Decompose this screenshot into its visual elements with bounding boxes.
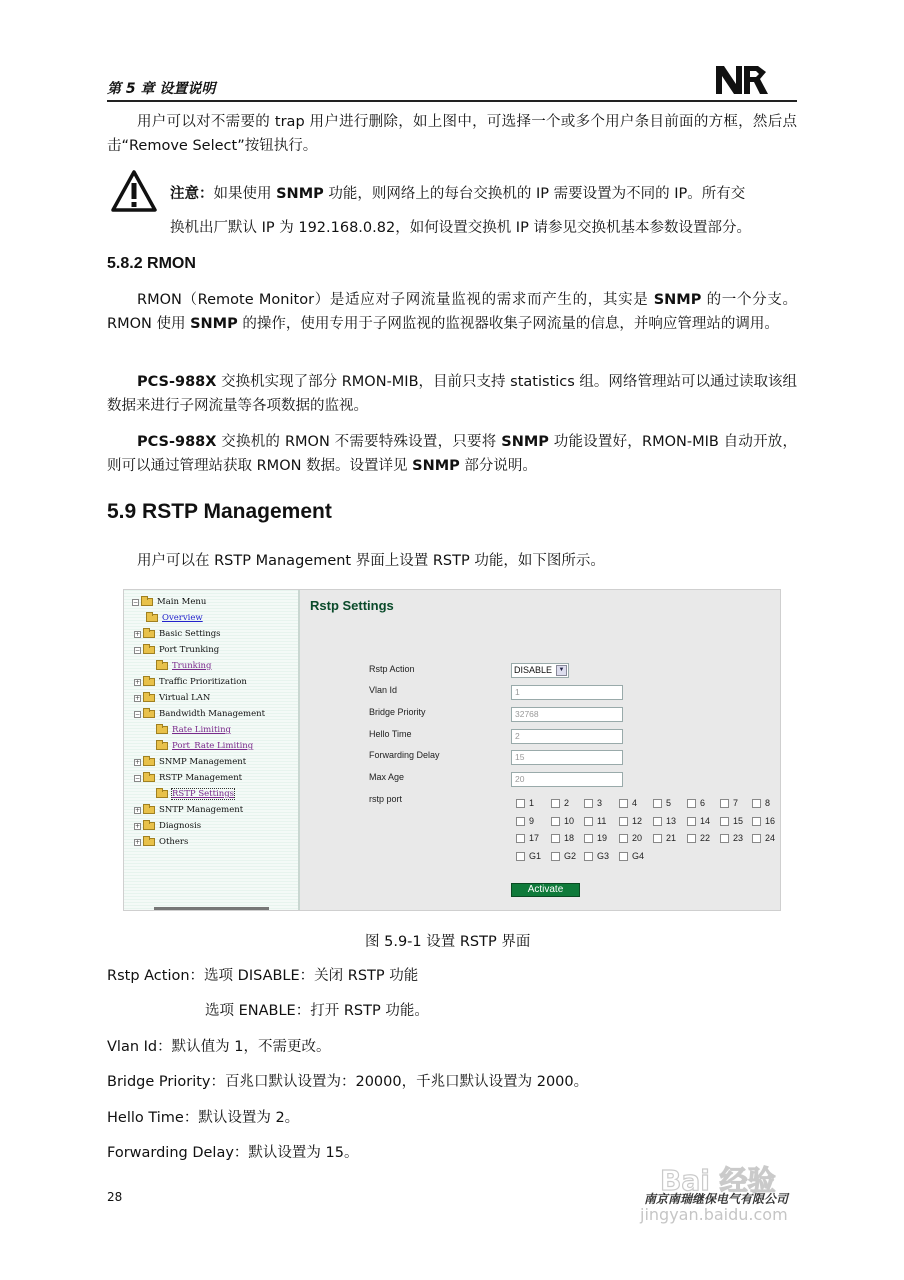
note-bold: SNMP xyxy=(276,186,324,202)
port-label: 2 xyxy=(564,798,570,808)
port-checkbox-12[interactable] xyxy=(619,816,642,826)
text: RMON（Remote Monitor）是适应对子网流量监视的需求而产生的，其实是 xyxy=(137,292,654,308)
tree-label: Diagnosis xyxy=(159,821,202,831)
tree-bandwidth-management[interactable] xyxy=(134,708,265,720)
tree-port-rate-limiting[interactable] xyxy=(156,740,253,752)
rstp-settings-panel xyxy=(302,590,780,910)
text: 交换机的 RMON 不需要特殊设置，只要将 xyxy=(216,434,502,450)
checkbox[interactable] xyxy=(720,817,729,826)
port-label: 17 xyxy=(529,833,540,843)
port-checkbox-2[interactable] xyxy=(551,798,569,808)
text: 交换机实现了部分 RMON-MIB，目前只支持 statistics 组。网络管理站可以通过读取该组数据来进行子网流量等各项数据的监视。 xyxy=(107,374,797,414)
text: 部分说明。 xyxy=(459,458,537,474)
tree-label: Others xyxy=(159,837,189,847)
checkbox[interactable] xyxy=(653,834,662,843)
tree-rstp-management[interactable] xyxy=(134,772,242,784)
desc-rstp-action: Rstp Action：选项 DISABLE：关闭 RSTP 功能 xyxy=(107,968,419,984)
port-label: 18 xyxy=(564,833,575,843)
minus-icon: − xyxy=(135,710,141,718)
tree-label: SNTP Management xyxy=(159,805,244,815)
chevron-down-icon: ▼ xyxy=(556,665,567,676)
port-label: 12 xyxy=(632,816,643,826)
port-checkbox-3[interactable] xyxy=(584,798,602,808)
port-checkbox-24[interactable] xyxy=(752,833,775,843)
checkbox[interactable] xyxy=(551,817,560,826)
port-checkbox-11[interactable] xyxy=(584,816,606,826)
port-label: 8 xyxy=(765,798,771,808)
port-checkbox-22[interactable] xyxy=(687,833,710,843)
tree-label: RSTP Management xyxy=(159,773,243,783)
port-label: 13 xyxy=(666,816,677,826)
port-label: 20 xyxy=(632,833,643,843)
checkbox[interactable] xyxy=(752,817,761,826)
port-label: 10 xyxy=(564,816,575,826)
minus-icon: − xyxy=(133,598,139,606)
checkbox[interactable] xyxy=(551,852,560,861)
port-label: 4 xyxy=(632,798,638,808)
port-checkbox-16[interactable] xyxy=(752,816,775,826)
folder-icon xyxy=(156,790,168,798)
checkbox[interactable] xyxy=(752,799,761,808)
text: 功能设置好，RMON-MIB 自动开放，则可以通过管理站获取 RMON 数据。设置详见 xyxy=(107,434,798,474)
port-label: G1 xyxy=(529,851,542,861)
desc-bridge-priority: Bridge Priority：百兆口默认设置为：20000，千兆口默认设置为 2000。 xyxy=(107,1074,589,1090)
checkbox[interactable] xyxy=(653,799,662,808)
port-checkbox-4[interactable] xyxy=(619,798,637,808)
folder-icon xyxy=(143,822,155,830)
horizontal-scrollbar[interactable] xyxy=(154,907,269,910)
checkbox[interactable] xyxy=(516,834,525,843)
nr-logo xyxy=(714,62,770,96)
checkbox[interactable] xyxy=(720,799,729,808)
section-heading-rstp: 5.9 RSTP Management xyxy=(107,500,332,523)
checkbox[interactable] xyxy=(584,817,593,826)
tree-link[interactable]: Trunking xyxy=(172,661,212,671)
folder-icon xyxy=(146,614,158,622)
text: PCS-988X xyxy=(137,374,217,390)
baidu-jingyan-watermark xyxy=(660,1160,850,1200)
section-heading-rmon: 5.8.2 RMON xyxy=(107,255,196,272)
port-checkbox-20[interactable] xyxy=(619,833,642,843)
port-checkbox-8[interactable] xyxy=(752,798,770,808)
folder-icon xyxy=(143,838,155,846)
tree-basic-settings[interactable] xyxy=(134,628,221,640)
checkbox[interactable] xyxy=(516,817,525,826)
desc-rstp-enable: 选项 ENABLE：打开 RSTP 功能。 xyxy=(205,1003,429,1019)
tree-port-trunking[interactable] xyxy=(134,644,219,656)
rstp-settings-screenshot xyxy=(123,589,781,911)
rmon-paragraph-1 xyxy=(107,288,797,336)
tree-label: Bandwidth Management xyxy=(159,709,266,719)
tree-diagnosis[interactable] xyxy=(134,820,201,832)
bridge-priority-label: Bridge Priority xyxy=(369,707,426,717)
plus-icon: + xyxy=(135,678,141,686)
port-label: 15 xyxy=(733,816,744,826)
tree-link[interactable]: Port_Rate Limiting xyxy=(172,741,254,751)
text: SNMP xyxy=(412,458,460,474)
note-text: 功能，则网络上的每台交换机的 IP 需要设置为不同的 IP。所有交 xyxy=(323,186,746,202)
checkbox[interactable] xyxy=(653,817,662,826)
company-name: 南京南瑞继保电气有限公司 xyxy=(644,1192,789,1206)
folder-icon xyxy=(143,678,155,686)
port-checkbox-g1[interactable] xyxy=(516,851,541,861)
plus-icon: + xyxy=(135,822,141,830)
port-label: 23 xyxy=(733,833,744,843)
page-number: 28 xyxy=(107,1190,123,1204)
port-checkbox-g4[interactable] xyxy=(619,851,644,861)
port-checkbox-15[interactable] xyxy=(720,816,743,826)
port-label: 11 xyxy=(597,816,607,826)
bridge-priority-input[interactable]: 32768 xyxy=(511,707,623,722)
port-label: 5 xyxy=(666,798,672,808)
checkbox[interactable] xyxy=(584,799,593,808)
minus-icon: − xyxy=(135,774,141,782)
text: 的操作，使用专用于子网监视的监视器收集子网流量的信息，并响应管理站的调用。 xyxy=(237,316,779,332)
port-checkbox-7[interactable] xyxy=(720,798,738,808)
plus-icon: + xyxy=(135,838,141,846)
plus-icon: + xyxy=(135,806,141,814)
checkbox[interactable] xyxy=(516,799,525,808)
tree-label: Virtual LAN xyxy=(159,693,211,703)
rstp-intro: 用户可以在 RSTP Management 界面上设置 RSTP 功能，如下图所示。 xyxy=(137,553,605,569)
rstp-port-label: rstp port xyxy=(369,794,403,804)
desc-vlan-id: Vlan Id：默认值为 1，不需更改。 xyxy=(107,1039,331,1055)
port-checkbox-1[interactable] xyxy=(516,798,534,808)
port-label: G2 xyxy=(564,851,577,861)
text: SNMP xyxy=(653,292,702,308)
folder-icon xyxy=(141,598,153,606)
port-label: 3 xyxy=(597,798,603,808)
forwarding-delay-input[interactable]: 15 xyxy=(511,750,623,765)
activate-button[interactable]: Activate xyxy=(511,883,580,897)
port-label: 21 xyxy=(666,833,677,843)
desc-forwarding-delay: Forwarding Delay：默认设置为 15。 xyxy=(107,1145,359,1161)
tree-trunking[interactable] xyxy=(156,660,211,672)
port-label: G4 xyxy=(632,851,645,861)
tree-overview[interactable] xyxy=(146,612,203,624)
folder-icon xyxy=(156,726,168,734)
tree-traffic-prioritization[interactable] xyxy=(134,676,247,688)
vlan-id-label: Vlan Id xyxy=(369,685,398,695)
port-checkbox-13[interactable] xyxy=(653,816,676,826)
tree-virtual-lan[interactable] xyxy=(134,692,210,704)
plus-icon: + xyxy=(135,630,141,638)
port-checkbox-5[interactable] xyxy=(653,798,671,808)
port-label: 1 xyxy=(529,798,535,808)
warning-icon xyxy=(111,170,157,212)
intro-paragraph: 用户可以对不需要的 trap 用户进行删除，如上图中，可选择一个或多个用户条目前面的方框，然后点击“Remove Select”按钮执行。 xyxy=(107,114,797,154)
header-rule xyxy=(107,100,797,102)
checkbox[interactable] xyxy=(687,834,696,843)
vlan-id-input[interactable]: 1 xyxy=(511,685,623,700)
checkbox[interactable] xyxy=(687,817,696,826)
port-checkbox-6[interactable] xyxy=(687,798,705,808)
port-label: 6 xyxy=(700,798,706,808)
port-checkbox-19[interactable] xyxy=(584,833,607,843)
folder-icon xyxy=(156,662,168,670)
checkbox[interactable] xyxy=(516,852,525,861)
tree-link[interactable]: RSTP Settings xyxy=(172,789,234,799)
tree-label: SNMP Management xyxy=(159,757,247,767)
figure-caption: 图 5.9-1 设置 RSTP 界面 xyxy=(365,934,531,950)
note-label: 注意： xyxy=(170,186,214,202)
folder-icon xyxy=(143,806,155,814)
port-checkbox-21[interactable] xyxy=(653,833,676,843)
rstp-action-select[interactable] xyxy=(511,663,569,678)
hello-time-label: Hello Time xyxy=(369,729,412,739)
tree-main-menu[interactable] xyxy=(132,596,206,608)
tree-link[interactable]: Overview xyxy=(162,613,203,623)
watermark-url: jingyan.baidu.com xyxy=(640,1205,788,1224)
forwarding-delay-label: Forwarding Delay xyxy=(369,750,440,760)
chapter-title: 第 5 章 设置说明 xyxy=(107,81,216,97)
rmon-paragraph-3 xyxy=(107,430,797,478)
minus-icon: − xyxy=(135,646,141,654)
folder-icon xyxy=(156,742,168,750)
port-checkbox-17[interactable] xyxy=(516,833,539,843)
tree-rate-limiting[interactable] xyxy=(156,724,231,736)
folder-icon xyxy=(143,710,155,718)
port-label: 24 xyxy=(765,833,776,843)
tree-label: Traffic Prioritization xyxy=(159,677,247,687)
folder-icon xyxy=(143,774,155,782)
checkbox[interactable] xyxy=(619,817,628,826)
tree-rstp-settings[interactable] xyxy=(156,788,234,800)
tree-label: Basic Settings xyxy=(159,629,221,639)
text: PCS-988X xyxy=(137,434,217,450)
tree-others[interactable] xyxy=(134,836,188,848)
rmon-paragraph-2 xyxy=(107,370,797,418)
checkbox[interactable] xyxy=(752,834,761,843)
tree-label: Main Menu xyxy=(157,597,207,607)
port-checkbox-23[interactable] xyxy=(720,833,743,843)
checkbox[interactable] xyxy=(584,834,593,843)
tree-snmp-management[interactable] xyxy=(134,756,246,768)
checkbox[interactable] xyxy=(619,852,628,861)
checkbox[interactable] xyxy=(584,852,593,861)
port-label: 22 xyxy=(700,833,711,843)
note-line-1 xyxy=(170,177,798,211)
checkbox[interactable] xyxy=(619,799,628,808)
rstp-action-label: Rstp Action xyxy=(369,664,415,674)
port-label: 19 xyxy=(597,833,608,843)
port-checkbox-14[interactable] xyxy=(687,816,710,826)
folder-icon xyxy=(143,758,155,766)
note-text: 如果使用 xyxy=(213,186,277,202)
select-value: DISABLE xyxy=(514,665,553,675)
desc-hello-time: Hello Time：默认设置为 2。 xyxy=(107,1110,300,1126)
checkbox[interactable] xyxy=(551,799,560,808)
port-checkbox-18[interactable] xyxy=(551,833,574,843)
menu-tree xyxy=(124,590,300,910)
hello-time-input[interactable]: 2 xyxy=(511,729,623,744)
text: 的一个分支。RMON 使用 xyxy=(107,292,797,332)
port-label: 9 xyxy=(529,816,535,826)
port-checkbox-g2[interactable] xyxy=(551,851,576,861)
note-line-2: 换机出厂默认 IP 为 192.168.0.82，如何设置交换机 IP 请参见交换机基本参数设置部分。 xyxy=(170,220,751,236)
plus-icon: + xyxy=(135,758,141,766)
port-checkbox-g3[interactable] xyxy=(584,851,609,861)
folder-icon xyxy=(143,630,155,638)
port-checkbox-10[interactable] xyxy=(551,816,574,826)
checkbox[interactable] xyxy=(619,834,628,843)
checkbox[interactable] xyxy=(720,834,729,843)
tree-label: Port Trunking xyxy=(159,645,220,655)
tree-sntp-management[interactable] xyxy=(134,804,243,816)
port-label: 14 xyxy=(700,816,711,826)
max-age-label: Max Age xyxy=(369,772,405,782)
folder-icon xyxy=(143,694,155,702)
watermark-brand: Bai 经验 xyxy=(660,1164,776,1197)
port-label: 7 xyxy=(733,798,739,808)
port-label: 16 xyxy=(765,816,776,826)
checkbox[interactable] xyxy=(687,799,696,808)
max-age-input[interactable]: 20 xyxy=(511,772,623,787)
text: SNMP xyxy=(190,316,238,332)
tree-link[interactable]: Rate Limiting xyxy=(172,725,232,735)
folder-icon xyxy=(143,646,155,654)
checkbox[interactable] xyxy=(551,834,560,843)
plus-icon: + xyxy=(135,694,141,702)
text: SNMP xyxy=(501,434,549,450)
port-checkbox-9[interactable] xyxy=(516,816,534,826)
port-label: G3 xyxy=(597,851,610,861)
panel-title: Rstp Settings xyxy=(310,598,394,613)
